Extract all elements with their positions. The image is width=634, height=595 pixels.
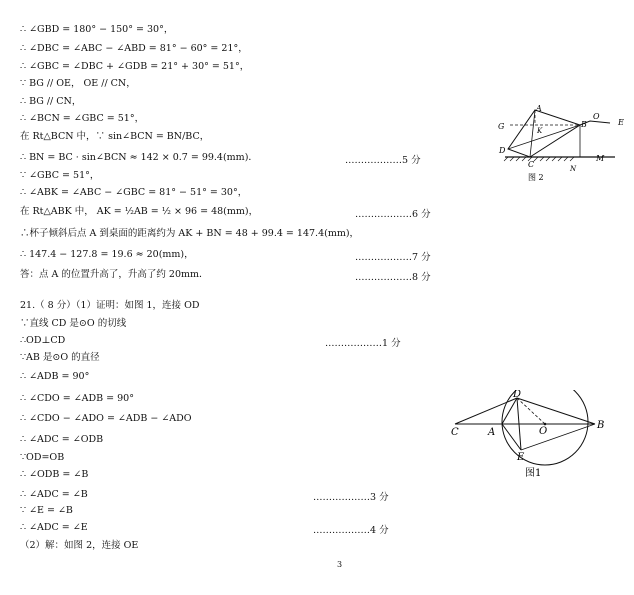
line-7: 在 Rt△BCN 中，∵ sin∠BCN = BN/BC， xyxy=(20,131,210,142)
line-3: ∴ ∠GBC = ∠DBC + ∠GDB = 21° + 30° = 51°， xyxy=(20,61,250,72)
fig2-caption: 图 2 xyxy=(528,173,544,182)
fig2-label-B: B xyxy=(581,120,587,129)
line-18: ∵AB 是⊙O 的直径 xyxy=(20,352,100,363)
fig2-label-M: M xyxy=(596,154,605,163)
line-4: ∵ BG // OE， OE // CN， xyxy=(20,78,136,89)
score-1: ………………1 分 xyxy=(325,338,401,349)
line-26: ∵ ∠E = ∠B xyxy=(20,505,73,516)
line-27: ∴ ∠ADC = ∠E xyxy=(20,522,88,533)
fig1-label-E: E xyxy=(517,452,525,463)
line-22: ∴ ∠ADC = ∠ODB xyxy=(20,434,104,445)
line-2: ∴ ∠DBC = ∠ABC − ∠ABD = 81° − 60° = 21°， xyxy=(20,43,248,54)
figure-2-diagram xyxy=(450,105,630,185)
line-6: ∴ ∠BCN = ∠GBC = 51°， xyxy=(20,113,145,124)
line-14: 答：点 A 的位置升高了，升高了约 20mm． xyxy=(20,269,209,280)
fig2-label-C: C xyxy=(528,160,535,169)
line-1: ∴ ∠GBD = 180° − 150° = 30°， xyxy=(20,24,174,35)
line-16: ∵直线 CD 是⊙O 的切线 xyxy=(20,318,127,329)
line-21: ∴ ∠CDO − ∠ADO = ∠ADB − ∠ADO xyxy=(20,413,192,424)
fig1-label-B: B xyxy=(597,420,605,431)
score-7: ………………7 分 xyxy=(355,252,431,263)
line-5: ∴ BG // CN， xyxy=(20,96,82,107)
line-13: ∴ 147.4 − 127.8 = 19.6 ≈ 20(mm)， xyxy=(20,249,194,260)
fig1-label-A: A xyxy=(488,427,496,438)
line-12: ∴杯子倾斜后点 A 到桌面的距离约为 AK + BN = 48 + 99.4 = 147.4(mm)， xyxy=(20,228,360,239)
line-11: 在 Rt△ABK 中， AK = ½AB = ½ × 96 = 48(mm)， xyxy=(20,206,259,217)
line-9: ∵ ∠GBC = 51°， xyxy=(20,170,100,181)
fig2-label-N: N xyxy=(570,165,577,173)
score-5: ………………5 分 xyxy=(345,155,421,166)
fig1-label-D: D xyxy=(513,390,522,400)
line-23: ∵OD=OB xyxy=(20,452,65,463)
line-10: ∴ ∠ABK = ∠ABC − ∠GBC = 81° − 51° = 30°， xyxy=(20,187,248,198)
line-8: ∴ BN = BC · sin∠BCN ≈ 142 × 0.7 = 99.4(mm)． xyxy=(20,152,258,163)
fig1-label-O: O xyxy=(539,426,548,437)
line-28: （2）解：如图 2，连接 OE xyxy=(20,540,139,551)
score-4: ………………4 分 xyxy=(313,525,389,536)
score-8: ………………8 分 xyxy=(355,272,431,283)
line-17: ∴OD⊥CD xyxy=(20,335,66,346)
fig2-label-O: O xyxy=(593,112,600,121)
fig2-label-A: A xyxy=(536,105,542,113)
score-6: ………………6 分 xyxy=(355,209,431,220)
line-19: ∴ ∠ADB = 90° xyxy=(20,371,90,382)
fig2-label-G: G xyxy=(498,122,505,131)
line-15: 21.（ 8 分）（1）证明：如图 1，连接 OD xyxy=(20,300,200,311)
figure-1-diagram xyxy=(445,390,615,480)
fig2-label-D: D xyxy=(499,146,506,155)
line-25: ∴ ∠ADC = ∠B xyxy=(20,489,88,500)
fig2-label-E: E xyxy=(618,118,624,127)
fig1-caption: 图1 xyxy=(525,468,542,479)
line-20: ∴ ∠CDO = ∠ADB = 90° xyxy=(20,393,134,404)
score-3: ………………3 分 xyxy=(313,492,389,503)
page-number: 3 xyxy=(337,560,343,569)
fig2-label-K: K xyxy=(537,127,543,135)
fig1-label-C: C xyxy=(451,427,459,438)
line-24: ∴ ∠ODB = ∠B xyxy=(20,469,89,480)
